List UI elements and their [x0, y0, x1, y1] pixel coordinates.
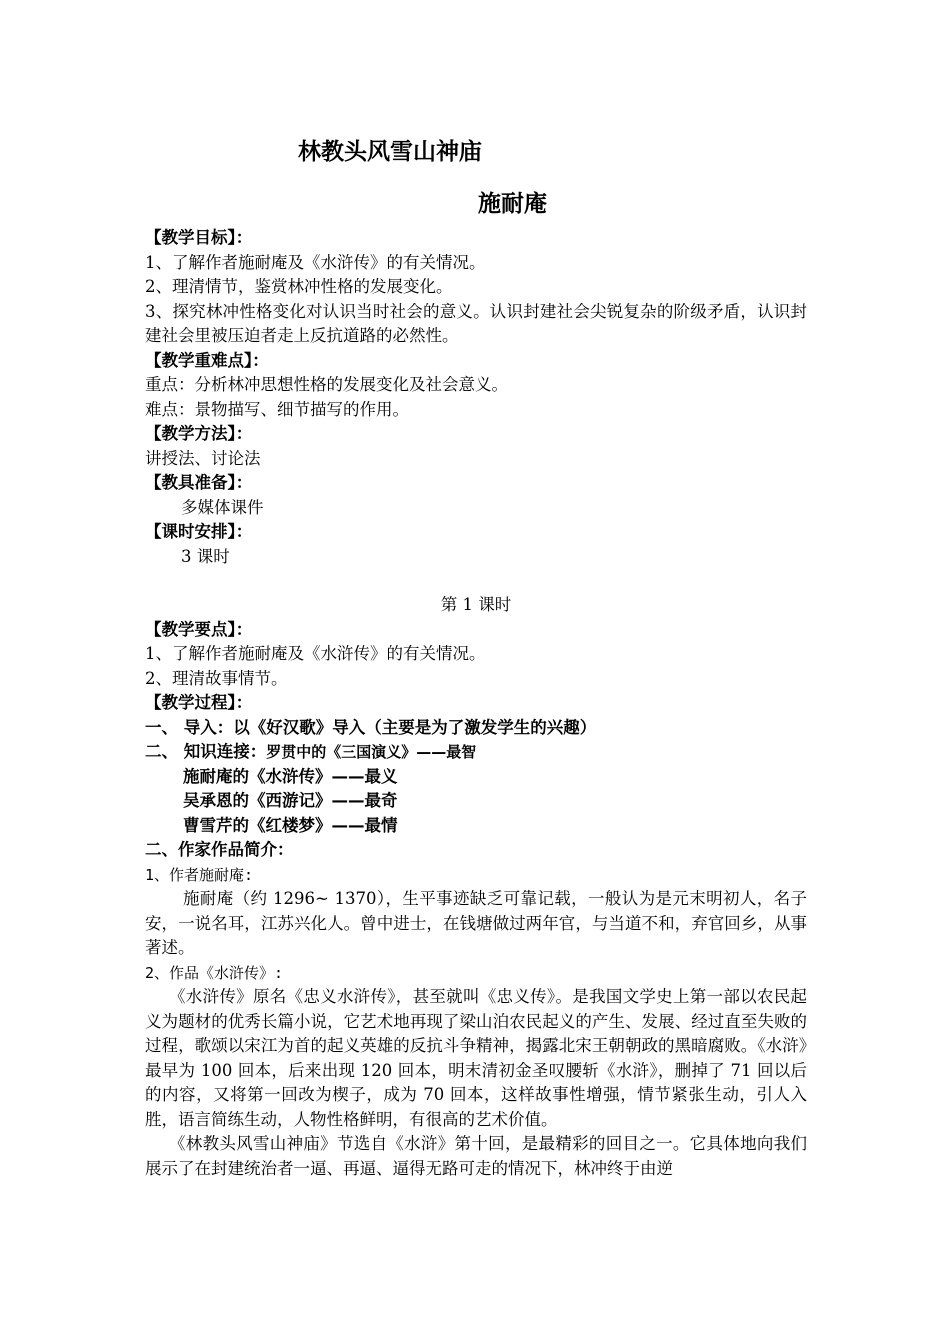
process-intro: 一、 导入：以《好汉歌》导入（主要是为了激发学生的兴趣）	[145, 717, 597, 737]
process-link-item: 曹雪芹的《红楼梦》——最情	[183, 815, 398, 835]
time-text: 3 课时	[181, 546, 230, 566]
key-point: 重点：分析林冲思想性格的发展变化及社会意义。	[145, 375, 508, 394]
work-text: 《水浒传》原名《忠义水浒传》，甚至就叫《忠义传》。是我国文学史上第一部以农民起义为题材的优秀长篇小说，它艺术地再现了梁山泊农民起义的产生、发展、经过直至失败的过程，歌颂以宋江为首的起义英雄的反抗斗争精神，揭露北宋王朝朝政的黑暗腐败。《水浒》最早为 100 回本，后来出现 120 回本，明末清初金圣叹腰斩《水浒》，删掉了 71 回以后的内容，又将第一回改为楔子，成为 70 回本，这样故事性增强，情节紧张生动，引人入胜，语言简练生动，人物性格鲜明，有很高的艺术价值。	[145, 987, 807, 1129]
process-link-first: 罗贯中的《三国演义》——最智	[266, 743, 477, 761]
author-text: 施耐庵（约 1296~ 1370），生平事迹缺乏可靠记载，一般认为是元末明初人，名子安，一说名耳，江苏兴化人。曾中进士，在钱塘做过两年官，与当道不和，弃官回乡，从事著述。	[145, 889, 807, 957]
lesson-point: 1、了解作者施耐庵及《水浒传》的有关情况。	[145, 644, 486, 663]
lesson-point: 2、理清故事情节。	[145, 668, 288, 688]
author-intro-heading: 二、作家作品简介：	[145, 840, 294, 859]
document-body	[145, 226, 807, 1181]
method-heading: 【教学方法】：	[145, 424, 253, 443]
work-label: 2、作品《水浒传》:	[145, 963, 284, 982]
goals-heading: 【教学目标】：	[145, 228, 253, 247]
process-link-item: 施耐庵的《水浒传》——最义	[183, 766, 398, 786]
goal-item: 3、探究林冲性格变化对认识当时社会的意义。认识封建社会尖锐复杂的阶级矛盾，认识封建社会里被压迫者走上反抗道路的必然性。	[145, 301, 807, 345]
document-title: 林教头风雪山神庙	[298, 139, 482, 165]
process-heading: 【教学过程】：	[145, 693, 253, 712]
author-label: 1、作者施耐庵:	[145, 865, 254, 884]
process-link-label: 二、 知识连接：	[145, 742, 267, 761]
process-link-item: 吴承恩的《西游记》——最奇	[183, 791, 398, 810]
lesson-points-heading: 【教学要点】：	[145, 619, 253, 639]
tools-text: 多媒体课件	[181, 497, 264, 517]
goal-item: 2、理清情节，鉴赏林冲性格的发展变化。	[145, 277, 453, 296]
document-author: 施耐庵	[478, 191, 547, 217]
time-heading: 【课时安排】：	[145, 522, 253, 541]
key-heading: 【教学重难点】：	[145, 350, 269, 370]
process-link	[145, 740, 807, 765]
goal-item: 1、了解作者施耐庵及《水浒传》的有关情况。	[145, 252, 486, 272]
method-text: 讲授法、讨论法	[145, 448, 261, 468]
lesson-title: 第 1 课时	[440, 595, 512, 614]
chapter-text: 《林教头风雪山神庙》节选自《水浒》第十回，是最精彩的回目之一。它具体地向我们展示了在封建统治者一逼、再逼、逼得无路可走的情况下，林冲终于由逆	[145, 1134, 807, 1178]
key-point: 难点：景物描写、细节描写的作用。	[145, 399, 409, 419]
tools-heading: 【教具准备】：	[145, 473, 253, 492]
